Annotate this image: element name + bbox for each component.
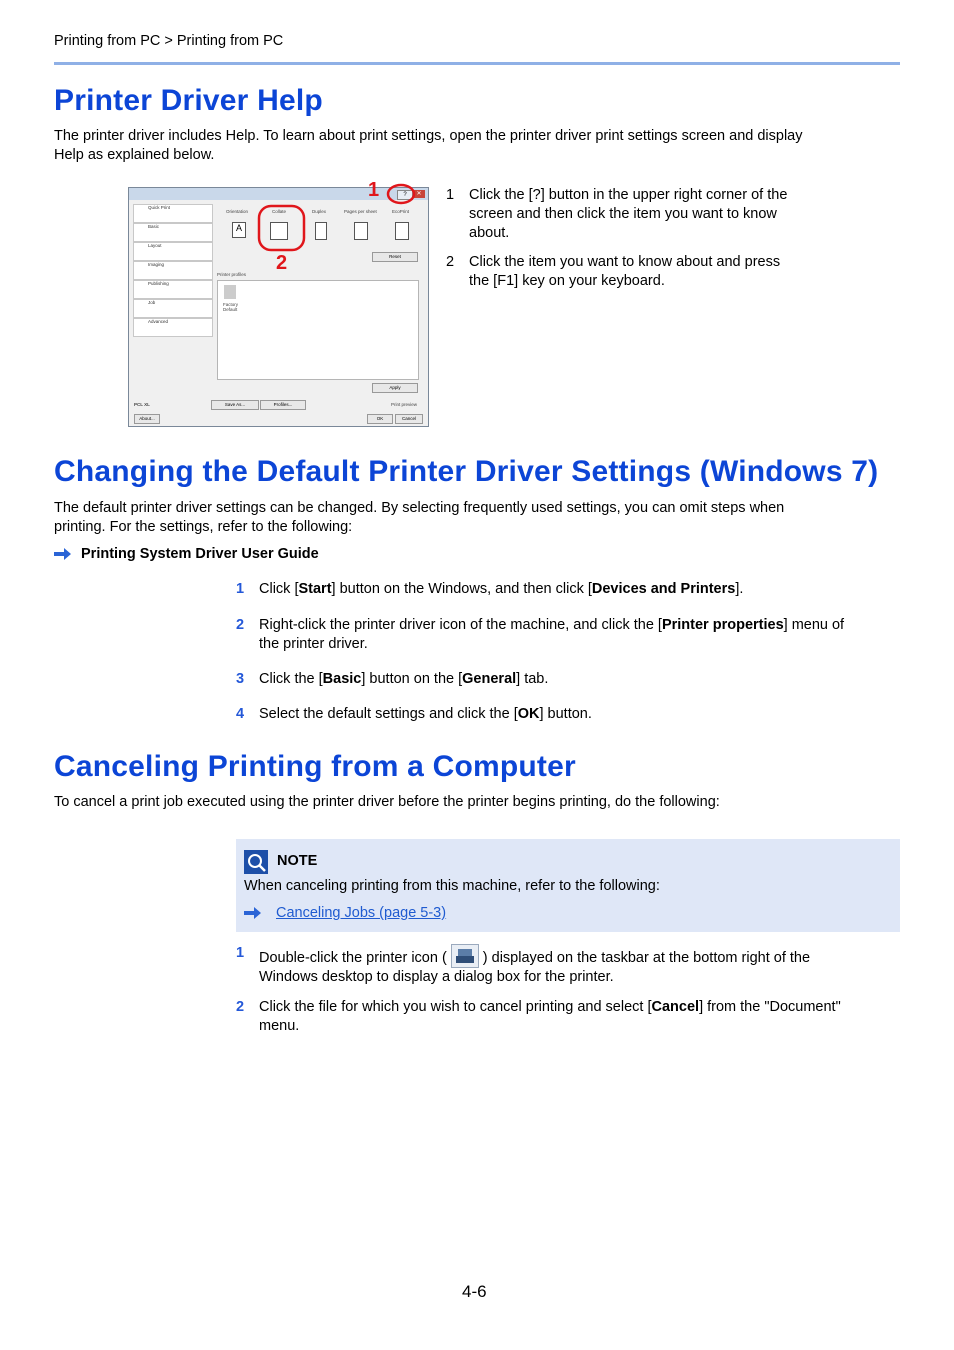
callout-circle-1 (388, 185, 414, 203)
callout-circle-2 (259, 206, 304, 250)
reference-driver-guide: Printing System Driver User Guide (81, 546, 319, 562)
note-label: NOTE (277, 853, 318, 869)
apply-button[interactable]: Apply (372, 383, 418, 393)
printer-taskbar-icon (451, 944, 479, 968)
breadcrumb: Printing from PC > Printing from PC (54, 33, 284, 49)
sidebar-item-layout[interactable]: Layout (133, 242, 213, 261)
section-title-canceling-printing: Canceling Printing from a Computer (54, 750, 576, 783)
section1-intro: The printer driver includes Help. To learn about print settings, open the printer driver print settings screen and display Help as explained below. (54, 128, 803, 163)
header-rule (54, 62, 900, 65)
profile-icon (224, 285, 236, 299)
section2-intro: The default printer driver settings can be changed. By selecting frequently used settings, you can omit steps when printing. For the settings, refer to the following: (54, 500, 785, 535)
help-question-button[interactable]: ? (397, 190, 413, 200)
note-text: When canceling printing from this machine, refer to the following: (244, 878, 660, 894)
tab-duplex[interactable]: Duplex (312, 209, 327, 214)
save-as-button[interactable]: Save As... (211, 400, 259, 410)
sidebar-item-job[interactable]: Job (133, 299, 213, 318)
page-number: 4-6 (462, 1282, 487, 1301)
sidebar-item-quick-print[interactable]: Quick Print (133, 204, 213, 223)
link-arrow-icon (244, 907, 262, 919)
close-icon[interactable]: ✕ (413, 190, 425, 198)
cancel-button[interactable]: Cancel (395, 414, 423, 424)
printer-profiles-label: Printer profiles (217, 272, 247, 277)
print-preview-checkbox[interactable]: Print preview (391, 402, 418, 407)
printer-profiles-list[interactable] (217, 280, 419, 380)
tab-pages-per-sheet[interactable]: Pages per sheet (344, 209, 377, 214)
ok-button[interactable]: OK (367, 414, 393, 424)
note-box (236, 839, 900, 932)
callout-number-2: 2 (276, 252, 288, 274)
sidebar-item-basic[interactable]: Basic (133, 223, 213, 242)
about-button[interactable]: About... (134, 414, 160, 424)
section3-intro: To cancel a print job executed using the printer driver before the printer begins printing, do the following: (54, 794, 720, 810)
sidebar-item-publishing[interactable]: Publishing (133, 280, 213, 299)
section-title-changing-default: Changing the Default Printer Driver Settings (Windows 7) (54, 455, 879, 488)
sidebar-item-advanced[interactable]: Advanced (133, 318, 213, 337)
reset-button[interactable]: Reset (372, 252, 418, 262)
tab-collate[interactable]: Collate (272, 209, 287, 214)
reference-arrow-icon (54, 548, 72, 560)
tab-ecoprint[interactable]: EcoPrint (392, 209, 410, 214)
tab-orientation[interactable]: Orientation (226, 209, 249, 214)
orientation-icon[interactable]: A (232, 222, 246, 238)
section-title-printer-driver-help: Printer Driver Help (54, 84, 323, 117)
pcl-label: PCL XL (134, 402, 150, 407)
profiles-button[interactable]: Profiles... (260, 400, 306, 410)
canceling-jobs-link[interactable]: Canceling Jobs (page 5-3) (276, 905, 447, 921)
sidebar-item-imaging[interactable]: Imaging (133, 261, 213, 280)
note-icon (244, 850, 268, 874)
callout-number-1: 1 (368, 179, 380, 201)
profile-factory-default[interactable]: Factory Default (223, 302, 239, 312)
callout-circles (255, 180, 430, 254)
